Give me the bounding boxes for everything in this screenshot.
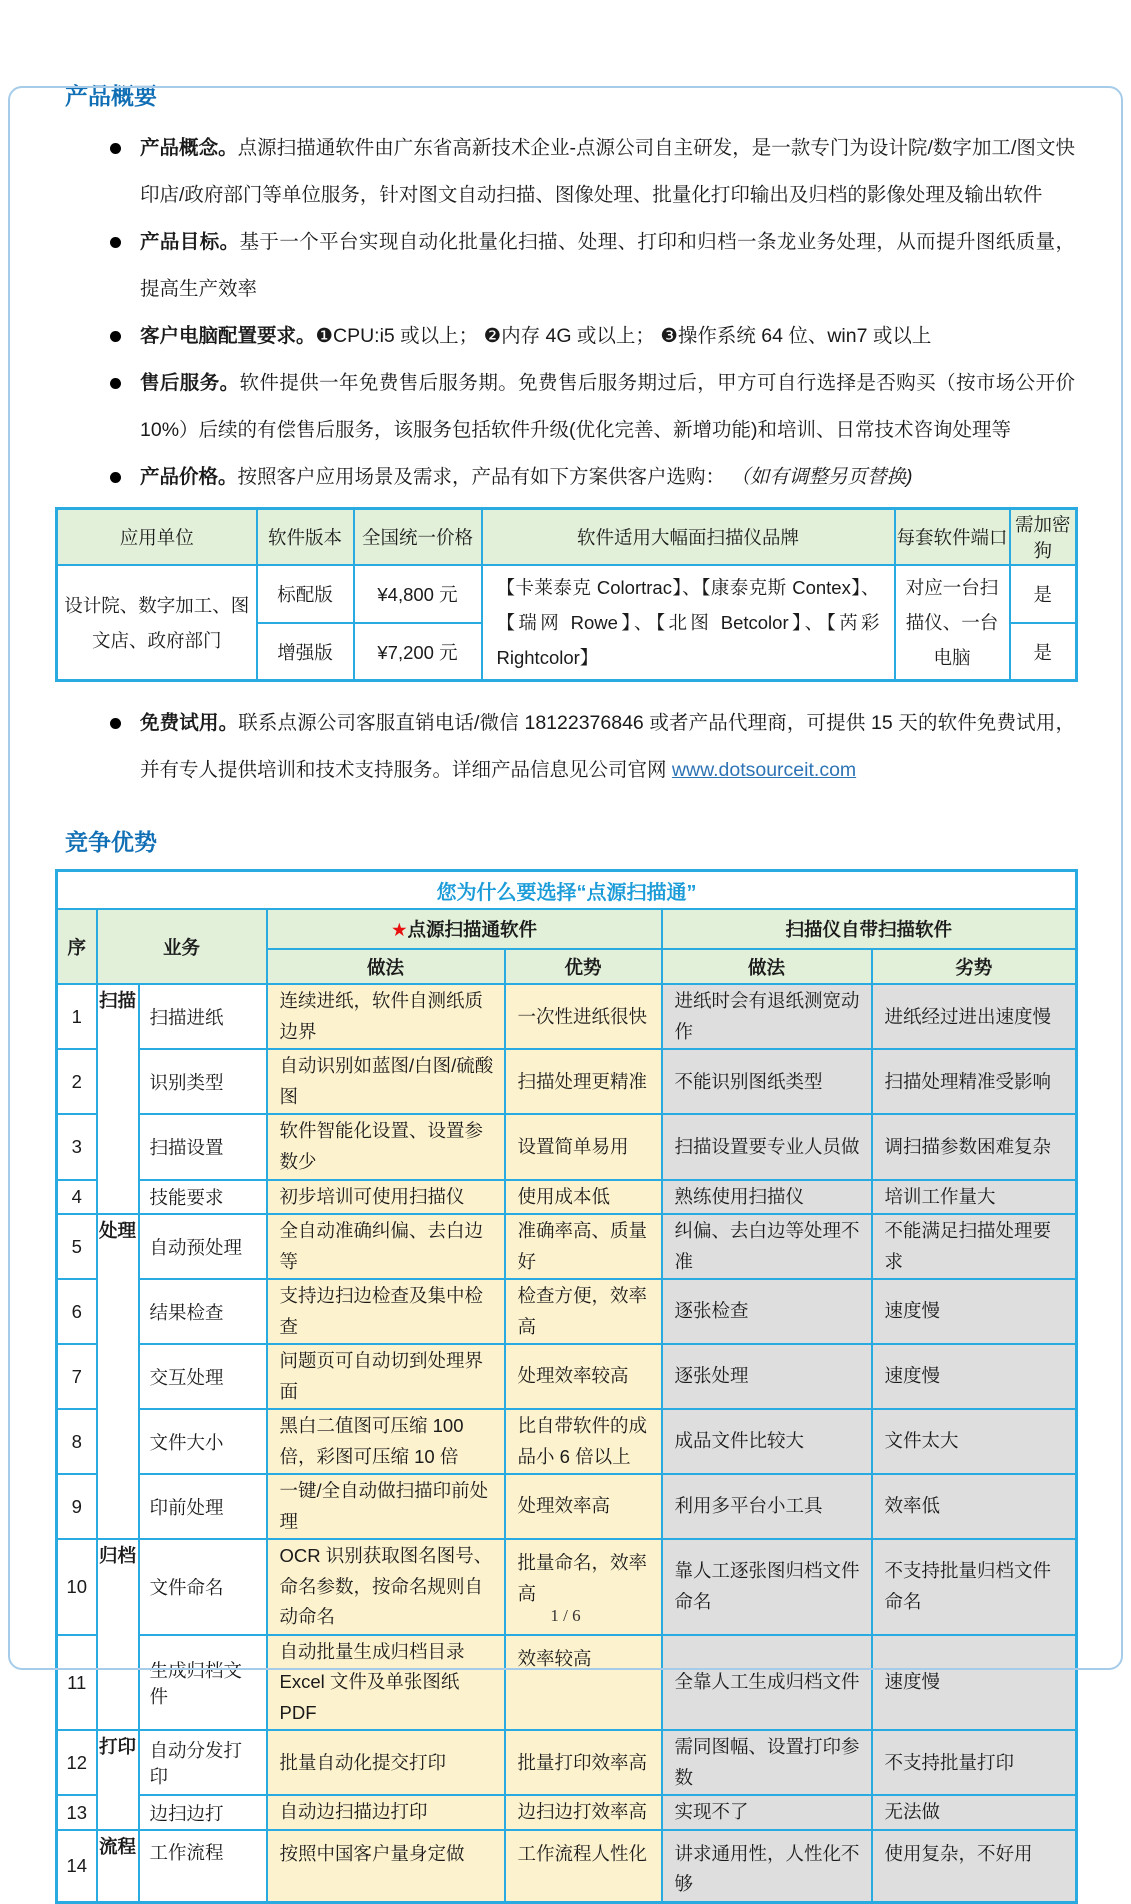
cell-native-method: 逐张处理 — [662, 1344, 872, 1409]
cell-no: 13 — [57, 1795, 97, 1830]
trial-bullet-list — [108, 700, 1075, 794]
cell-no: 3 — [57, 1114, 97, 1179]
cell-native-method: 讲求通用性，人性化不够 — [662, 1830, 872, 1903]
cell-native-disadvantage: 调扫描参数困难复杂 — [872, 1114, 1077, 1179]
cell-no: 8 — [57, 1409, 97, 1474]
col-header-port: 每套软件端口 — [895, 509, 1010, 566]
cell-business: 识别类型 — [139, 1049, 267, 1114]
cell-native-method: 全靠人工生成归档文件 — [662, 1635, 872, 1731]
cell-no: 11 — [57, 1635, 97, 1731]
bullet-pc-requirements — [108, 313, 1075, 360]
cell-dot-advantage: 处理效率较高 — [505, 1344, 662, 1409]
cell-port: 对应一台扫描仪、一台电脑 — [895, 565, 1010, 681]
cell-native-method: 扫描设置要专业人员做 — [662, 1114, 872, 1179]
cell-native-method: 利用多平台小工具 — [662, 1474, 872, 1539]
col-header-dongle: 需加密狗 — [1010, 509, 1077, 566]
bullet-product-concept — [108, 125, 1075, 219]
cell-native-disadvantage: 进纸经过进出速度慢 — [872, 984, 1077, 1049]
cell-native-method: 实现不了 — [662, 1795, 872, 1830]
table-row — [57, 1049, 1077, 1114]
cell-application: 设计院、数字加工、图文店、政府部门 — [57, 565, 257, 681]
cell-dot-advantage: 工作流程人性化 — [505, 1830, 662, 1903]
advantages-header-row — [57, 909, 1077, 949]
col-header-brands: 软件适用大幅面扫描仪品牌 — [482, 509, 895, 566]
cell-business: 扫描设置 — [139, 1114, 267, 1179]
cell-native-disadvantage: 扫描处理精准受影响 — [872, 1049, 1077, 1114]
col-header-seq: 序 — [57, 909, 97, 984]
cell-dot-advantage: 比自带软件的成品小 6 倍以上 — [505, 1409, 662, 1474]
table-row — [57, 984, 1077, 1049]
group-archive: 归档 — [97, 1539, 139, 1730]
subcol-native-method: 做法 — [662, 949, 872, 984]
cell-dot-method: 全自动准确纠偏、去白边等 — [267, 1214, 505, 1279]
price-adjust-note: （如有调整另页替换) — [730, 466, 913, 488]
cell-native-method: 进纸时会有退纸测宽动作 — [662, 984, 872, 1049]
cell-dot-advantage: 效率较高 — [505, 1635, 662, 1731]
cell-native-method: 熟练使用扫描仪 — [662, 1180, 872, 1215]
cell-dot-advantage: 检查方便，效率高 — [505, 1279, 662, 1344]
table-row — [57, 1409, 1077, 1474]
bullet-product-price — [108, 454, 1075, 501]
col-header-dot-product — [267, 909, 662, 949]
overview-heading: 产品概要 — [65, 83, 157, 109]
cell-version: 增强版 — [257, 623, 354, 681]
table-row — [57, 1795, 1077, 1830]
advantages-table — [55, 869, 1078, 1903]
cell-dot-method: 黑白二值图可压缩 100 倍，彩图可压缩 10 倍 — [267, 1409, 505, 1474]
table-row — [57, 1635, 1077, 1731]
cell-business: 自动预处理 — [139, 1214, 267, 1279]
col-header-application: 应用单位 — [57, 509, 257, 566]
cell-business: 结果检查 — [139, 1279, 267, 1344]
cell-dot-method: 批量自动化提交打印 — [267, 1730, 505, 1795]
col-header-business: 业务 — [97, 909, 267, 984]
cell-business: 生成归档文件 — [139, 1635, 267, 1731]
price-table — [55, 507, 1078, 682]
cell-business: 边扫边打 — [139, 1795, 267, 1830]
cell-native-disadvantage: 文件太大 — [872, 1409, 1077, 1474]
cell-dot-method: OCR 识别获取图名图号、命名参数，按命名规则自动命名 — [267, 1539, 505, 1635]
bullet-label: 产品概念。 — [140, 137, 238, 159]
cell-business: 印前处理 — [139, 1474, 267, 1539]
table-row — [57, 1474, 1077, 1539]
price-row-standard — [57, 565, 1077, 623]
table-row — [57, 1344, 1077, 1409]
cell-price: ¥7,200 元 — [354, 623, 482, 681]
cell-native-method: 成品文件比较大 — [662, 1409, 872, 1474]
cell-native-disadvantage: 速度慢 — [872, 1279, 1077, 1344]
dot-product-label: 点源扫描通软件 — [407, 919, 538, 941]
bullet-text: 基于一个平台实现自动化批量化扫描、处理、打印和归档一条龙业务处理，从而提升图纸质量，提高生产效率 — [140, 231, 1075, 300]
group-scan: 扫描 — [97, 984, 139, 1214]
cell-dot-method: 按照中国客户量身定做 — [267, 1830, 505, 1903]
bullet-product-goal — [108, 219, 1075, 313]
cell-native-disadvantage: 速度慢 — [872, 1635, 1077, 1731]
cell-version: 标配版 — [257, 565, 354, 623]
cell-brands: 【卡莱泰克 Colortrac】、【康泰克斯 Contex】、【瑞网 Rowe】、【北图 Betcolor】、【芮彩 Rightcolor】 — [482, 565, 895, 681]
star-icon: ★ — [390, 919, 408, 941]
cell-native-method: 不能识别图纸类型 — [662, 1049, 872, 1114]
bullet-text: 点源扫描通软件由广东省高新技术企业-点源公司自主研发，是一款专门为设计院/数字加工/图文快印店/政府部门等单位服务，针对图文自动扫描、图像处理、批量化打印输出及归档的影像处理及输出软件 — [140, 137, 1075, 206]
cell-dot-method: 连续进纸，软件自测纸质边界 — [267, 984, 505, 1049]
cell-dot-method: 自动识别如蓝图/白图/硫酸图 — [267, 1049, 505, 1114]
cell-native-disadvantage: 不支持批量打印 — [872, 1730, 1077, 1795]
cell-dot-method: 问题页可自动切到处理界面 — [267, 1344, 505, 1409]
cell-native-disadvantage: 速度慢 — [872, 1344, 1077, 1409]
subcol-dot-advantage: 优势 — [505, 949, 662, 984]
cell-dot-advantage: 扫描处理更精准 — [505, 1049, 662, 1114]
price-table-header-row — [57, 509, 1077, 566]
cell-dot-method: 初步培训可使用扫描仪 — [267, 1180, 505, 1215]
cell-business: 文件命名 — [139, 1539, 267, 1635]
group-workflow: 流程 — [97, 1830, 139, 1903]
cell-no: 7 — [57, 1344, 97, 1409]
cell-dot-method: 一键/全自动做扫描印前处理 — [267, 1474, 505, 1539]
col-header-version: 软件版本 — [257, 509, 354, 566]
cell-dot-advantage: 批量打印效率高 — [505, 1730, 662, 1795]
cell-dot-advantage: 准确率高、质量好 — [505, 1214, 662, 1279]
cell-native-method: 逐张检查 — [662, 1279, 872, 1344]
cell-native-disadvantage: 效率低 — [872, 1474, 1077, 1539]
cell-native-disadvantage: 培训工作量大 — [872, 1180, 1077, 1215]
cell-no: 12 — [57, 1730, 97, 1795]
bullet-label: 产品目标。 — [140, 231, 240, 253]
cell-dot-method: 支持边扫边检查及集中检查 — [267, 1279, 505, 1344]
cell-business: 交互处理 — [139, 1344, 267, 1409]
subcol-dot-method: 做法 — [267, 949, 505, 984]
bullet-text: 联系点源公司客服直销电话/微信 18122376846 或者产品代理商，可提供 15 天的软件免费试用，并有专人提供培训和技术支持服务。详细产品信息见公司官网 — [140, 712, 1075, 782]
col-header-price: 全国统一价格 — [354, 509, 482, 566]
cell-dot-advantage: 设置简单易用 — [505, 1114, 662, 1179]
cell-dot-advantage: 使用成本低 — [505, 1180, 662, 1215]
cell-dot-advantage: 处理效率高 — [505, 1474, 662, 1539]
cell-business: 扫描进纸 — [139, 984, 267, 1049]
cell-no: 2 — [57, 1049, 97, 1114]
advantages-heading: 竞争优势 — [65, 829, 157, 856]
bullet-label: 产品价格。 — [140, 466, 238, 488]
cell-dongle: 是 — [1010, 565, 1077, 623]
cell-native-disadvantage: 使用复杂，不好用 — [872, 1830, 1077, 1903]
advantages-title-row — [57, 871, 1077, 910]
group-print: 打印 — [97, 1730, 139, 1830]
cell-no: 9 — [57, 1474, 97, 1539]
cell-native-method: 需同图幅、设置打印参数 — [662, 1730, 872, 1795]
bullet-label: 免费试用。 — [140, 712, 239, 735]
cell-native-disadvantage: 不能满足扫描处理要求 — [872, 1214, 1077, 1279]
cell-dot-advantage: 批量命名，效率高 — [505, 1539, 662, 1635]
cell-dongle: 是 — [1010, 623, 1077, 681]
bullet-text: ❶CPU:i5 或以上； ❷内存 4G 或以上； ❸操作系统 64 位、win7 或以上 — [315, 325, 932, 347]
cell-business: 自动分发打印 — [139, 1730, 267, 1795]
document-content — [0, 78, 1131, 1904]
table-row — [57, 1730, 1077, 1795]
cell-native-method: 靠人工逐张图归档文件命名 — [662, 1539, 872, 1635]
cell-business: 技能要求 — [139, 1180, 267, 1215]
cell-no: 1 — [57, 984, 97, 1049]
bullet-free-trial — [108, 700, 1075, 794]
cell-no: 5 — [57, 1214, 97, 1279]
group-process: 处理 — [97, 1214, 139, 1539]
cell-dot-method: 自动边扫描边打印 — [267, 1795, 505, 1830]
cell-business: 文件大小 — [139, 1409, 267, 1474]
bullet-label: 客户电脑配置要求。 — [140, 325, 316, 347]
overview-bullet-list — [108, 125, 1075, 501]
table-row — [57, 1830, 1077, 1903]
cell-dot-method: 软件智能化设置、设置参数少 — [267, 1114, 505, 1179]
cell-native-method: 纠偏、去白边等处理不准 — [662, 1214, 872, 1279]
company-website-link[interactable]: www.dotsourceit.com — [671, 759, 857, 782]
table-row — [57, 1114, 1077, 1179]
col-header-native-product: 扫描仪自带扫描软件 — [662, 909, 1077, 949]
bullet-text: 软件提供一年免费售后服务期。免费售后服务期过后，甲方可自行选择是否购买（按市场公开价 10%）后续的有偿售后服务，该服务包括软件升级(优化完善、新增功能)和培训、日常技术咨询处理等 — [140, 372, 1075, 441]
cell-business: 工作流程 — [139, 1830, 267, 1903]
table-row — [57, 1180, 1077, 1215]
cell-dot-method: 自动批量生成归档目录 Excel 文件及单张图纸 PDF — [267, 1635, 505, 1731]
table-row — [57, 1214, 1077, 1279]
cell-no: 6 — [57, 1279, 97, 1344]
cell-dot-advantage: 边扫边打效率高 — [505, 1795, 662, 1830]
subcol-native-disadvantage: 劣势 — [872, 949, 1077, 984]
cell-dot-advantage: 一次性进纸很快 — [505, 984, 662, 1049]
bullet-label: 售后服务。 — [140, 372, 240, 394]
bullet-after-sales — [108, 360, 1075, 454]
cell-native-disadvantage: 不支持批量归档文件命名 — [872, 1539, 1077, 1635]
table-row — [57, 1279, 1077, 1344]
cell-no: 4 — [57, 1180, 97, 1215]
page-number: 1 / 6 — [550, 1606, 581, 1625]
cell-price: ¥4,800 元 — [354, 565, 482, 623]
bullet-text: 按照客户应用场景及需求，产品有如下方案供客户选购： — [237, 466, 731, 488]
advantages-table-title: 您为什么要选择“点源扫描通” — [57, 871, 1077, 910]
cell-no: 14 — [57, 1830, 97, 1903]
cell-native-disadvantage: 无法做 — [872, 1795, 1077, 1830]
cell-no: 10 — [57, 1539, 97, 1635]
